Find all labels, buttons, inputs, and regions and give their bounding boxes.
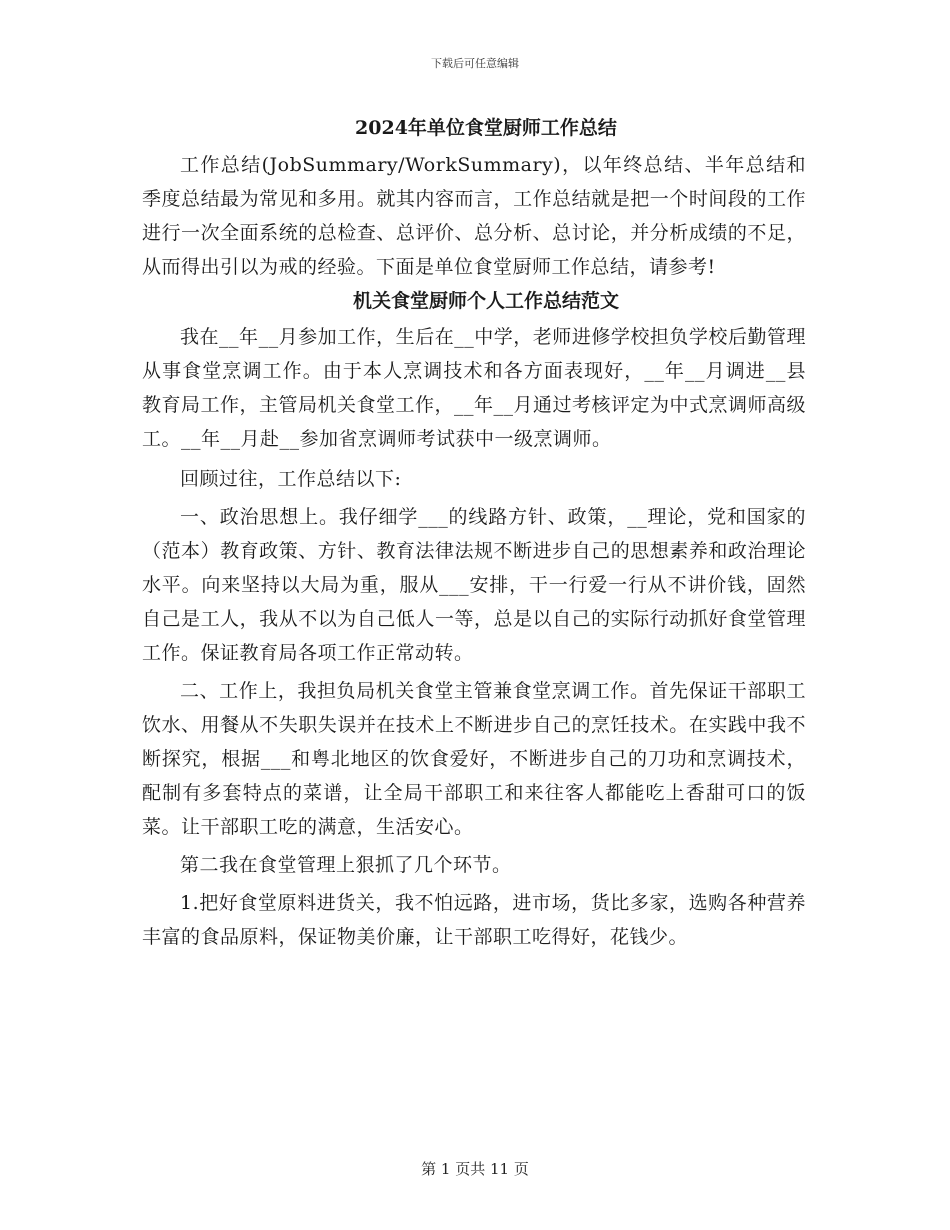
body-paragraph: 一、政治思想上。我仔细学___的线路方针、政策，__理论，党和国家的（范本）教育政策、方针、教育法律法规不断进步自己的思想素养和政治理论水平。向来坚持以大局为重，服从___安排，干一行爱一行从不讲价钱，固然自己是工人，我从不以为自己低人一等，总是以自己的实际行动抓好食堂管理工作。保证教育局各项工作正常动转。 xyxy=(142,506,806,664)
section-title: 机关食堂厨师个人工作总结范文 xyxy=(352,290,619,312)
body-paragraph: 第二我在食堂管理上狠抓了几个环节。 xyxy=(180,854,512,876)
body-paragraph: 我在__年__月参加工作，生后在__中学，老师进修学校担负学校后勤管理从事食堂烹调工作。由于本人烹调技术和各方面表现好，__年__月调进__县教育局工作，主管局机关食堂工作，__年__月通过考核评定为中式烹调师高级工。__年__月赴__参加省烹调师考试获中一级烹调师。 xyxy=(142,326,807,450)
body-paragraph: 1.把好食堂原料进货关，我不怕远路，进市场，货比多家，选购各种营养丰富的食品原料，保证物美价廉，让干部职工吃得好，花钱少。 xyxy=(142,892,806,948)
document-body xyxy=(142,108,806,954)
page-header-note: 下载后可任意编辑 xyxy=(431,57,519,70)
intro-paragraph: 工作总结(JobSummary/WorkSummary)，以年终总结、半年总结和季度总结最为常见和多用。就其内容而言，工作总结就是把一个时间段的工作进行一次全面系统的总检查、总评价、总分析、总讨论，并分析成绩的不足，从而得出引以为戒的经验。下面是单位食堂厨师工作总结，请参考! xyxy=(142,154,806,278)
body-paragraph: 回顾过往，工作总结以下: xyxy=(180,468,402,490)
body-paragraph: 二、工作上，我担负局机关食堂主管兼食堂烹调工作。首先保证干部职工饮水、用餐从不失职失误并在技术上不断进步自己的烹饪技术。在实践中我不断探究，根据___和粤北地区的饮食爱好，不断进步自己的刀功和烹调技术，配制有多套特点的菜谱，让全局干部职工和来往客人都能吃上香甜可口的饭菜。让干部职工吃的满意，生活安心。 xyxy=(142,680,806,838)
document-title: 2024年单位食堂厨师工作总结 xyxy=(355,117,617,139)
page-footer: 第 1 页共 11 页 xyxy=(421,1160,529,1178)
